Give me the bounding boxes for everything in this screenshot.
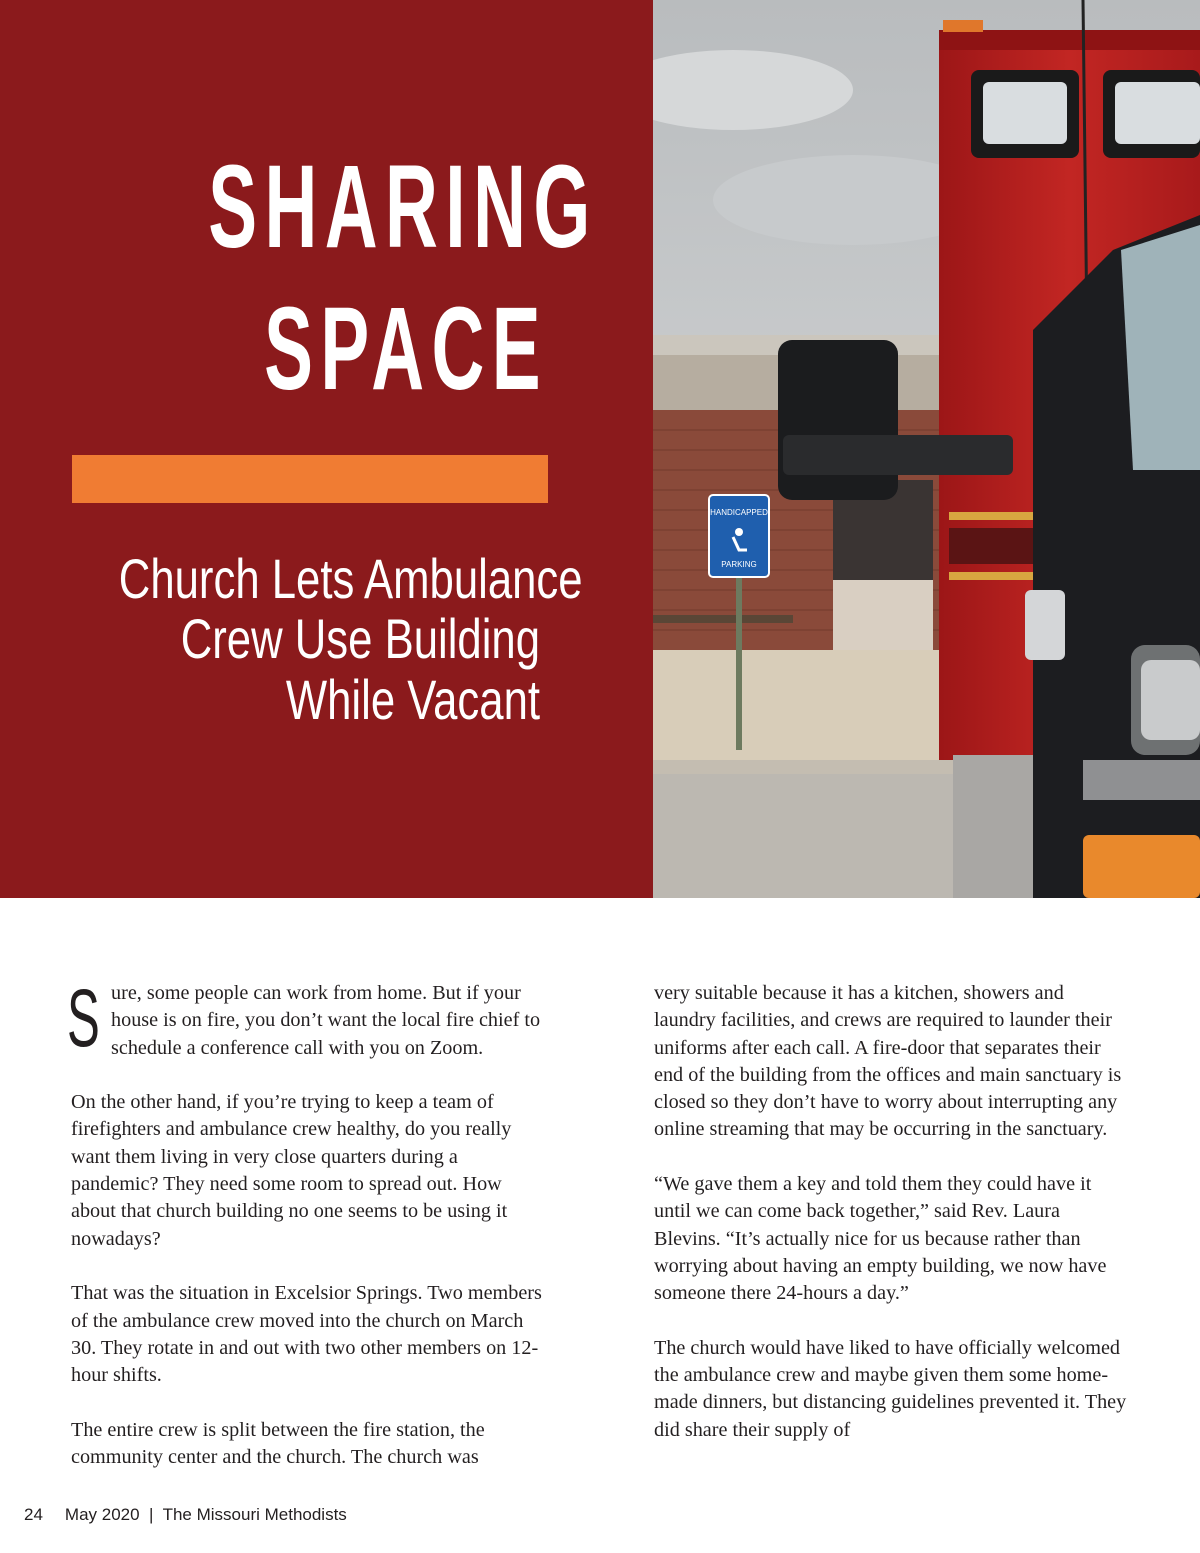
sign-text-top: HANDICAPPED (710, 508, 768, 517)
footer-publication: May 2020 | The Missouri Methodists (64, 1505, 347, 1524)
article-paragraph-6: “We gave them a key and told them they could have it until we can come back together,” said Rev. Laura Blevins. “It’s actually nice for us because rather than worrying about having an empty building, we now have someone there 24-hours a day.” (654, 1173, 1107, 1305)
article-paragraph-7: The church would have liked to have officially welcomed the ambulance crew and maybe given them some home-made dinners, but distancing guidelines prevented it. They did share their supply of (654, 1336, 1127, 1441)
headline-line-1: SHARING (208, 141, 598, 273)
hero-panel (0, 0, 653, 898)
accent-bar (72, 455, 548, 503)
sign-text-bottom: PARKING (721, 560, 757, 569)
headline-line-2: SPACE (264, 283, 548, 415)
article-paragraph-1 (67, 973, 546, 1064)
article-paragraph-3: That was the situation in Excelsior Springs. Two members of the ambulance crew moved into the church on March 30. They rotate in and out with two other members on 12-hour shifts. (71, 1282, 542, 1387)
subtitle (0, 547, 583, 731)
article-paragraph-2: On the other hand, if you’re trying to keep a team of firefighters and ambulance crew healthy, do you really want them living in very close quarters during a pandemic? They need some room to spread out. How about that church building no one seems to be using it nowadays? (71, 1091, 512, 1250)
subtitle-line-1: Church Lets Ambulance (118, 547, 583, 610)
subtitle-line-3: While Vacant (285, 667, 540, 731)
article-column-2 (654, 980, 1129, 1471)
drop-cap: S (67, 973, 100, 1064)
article-column-1 (67, 973, 546, 1499)
article-paragraph-5: very suitable because it has a kitchen, showers and laundry facilities, and crews are required to launder their uniforms after each call. A fire-door that separates their end of the building from the offices and main sanctuary is closed so they don’t have to worry about interrupting any online streaming that may be occurring in the sanctuary. (654, 982, 1122, 1141)
page-number: 24 (24, 1505, 43, 1524)
page-footer (24, 1505, 347, 1525)
ambulance-photo (653, 0, 1200, 898)
paragraph-1-text: ure, some people can work from home. But if your house is on fire, you don’t want the local fire chief to schedule a conference call with you on Zoom. (111, 982, 541, 1059)
subtitle-line-2: Crew Use Building (180, 607, 541, 671)
article-paragraph-4: The entire crew is split between the fire station, the community center and the church. The church was (71, 1418, 485, 1469)
